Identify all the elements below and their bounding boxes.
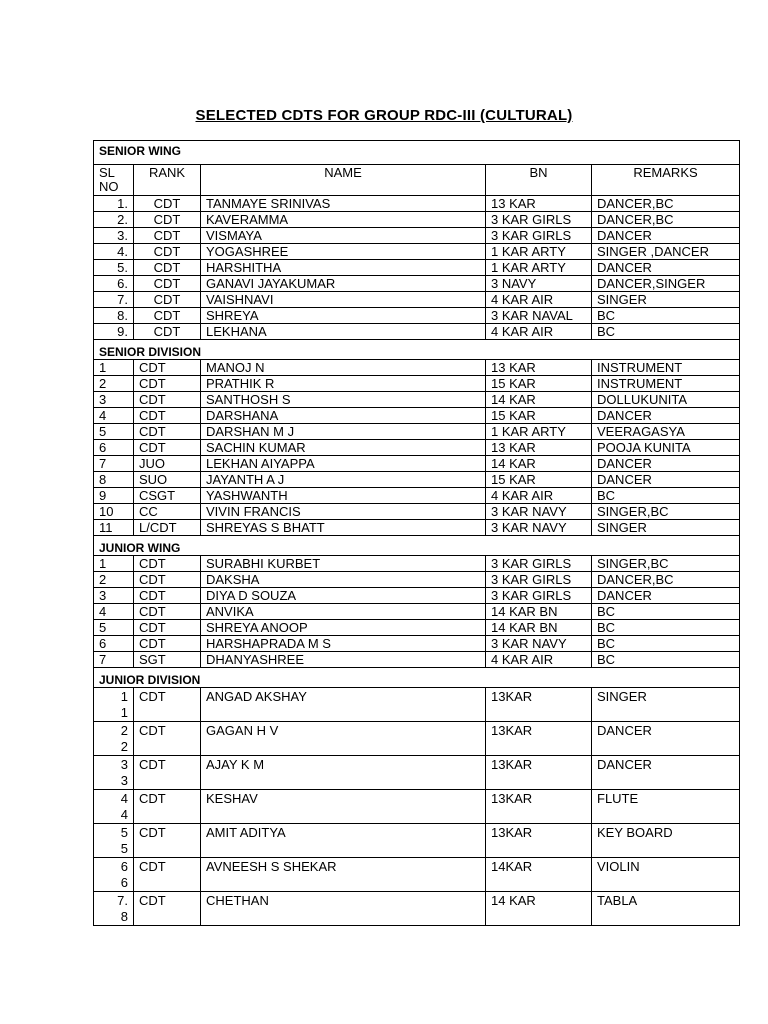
name-cell: VAISHNAVI <box>201 292 486 308</box>
bn-cell: 14 KAR <box>486 456 592 472</box>
remarks-cell: BC <box>592 636 740 652</box>
rank-cell: CSGT <box>134 488 201 504</box>
bn-cell: 13 KAR <box>486 440 592 456</box>
remarks-cell: DANCER <box>592 456 740 472</box>
remarks-cell: DANCER <box>592 472 740 488</box>
bn-cell: 15 KAR <box>486 408 592 424</box>
remarks-cell: INSTRUMENT <box>592 376 740 392</box>
remarks-cell: SINGER <box>592 292 740 308</box>
bn-cell: 1 KAR ARTY <box>486 244 592 260</box>
rank-cell: SGT <box>134 652 201 668</box>
table-row <box>94 556 740 572</box>
rank-cell: JUO <box>134 456 201 472</box>
remarks-cell: TABLA <box>592 892 740 926</box>
name-cell: MANOJ N <box>201 360 486 376</box>
sl-line2: 2 <box>120 739 128 754</box>
table-row <box>94 620 740 636</box>
header-rank: RANK <box>134 165 201 196</box>
sl-cell: 1. <box>94 196 134 212</box>
name-cell: SHREYA <box>201 308 486 324</box>
sl-cell: 7 <box>94 652 134 668</box>
section-label: JUNIOR DIVISION <box>94 668 740 688</box>
rank-cell: CC <box>134 504 201 520</box>
rank-cell: CDT <box>134 360 201 376</box>
sl-cell <box>94 790 134 824</box>
sl-line2: 3 <box>120 773 128 788</box>
remarks-cell: VEERAGASYA <box>592 424 740 440</box>
remarks-cell: DANCER,SINGER <box>592 276 740 292</box>
remarks-cell: SINGER ,DANCER <box>592 244 740 260</box>
sl-cell: 3 <box>94 392 134 408</box>
table-row <box>94 408 740 424</box>
sl-line1: 6 <box>120 859 128 874</box>
remarks-cell: BC <box>592 620 740 636</box>
sl-cell: 2 <box>94 572 134 588</box>
sl-cell: 4 <box>94 408 134 424</box>
sl-cell <box>94 824 134 858</box>
name-cell: PRATHIK R <box>201 376 486 392</box>
sl-cell: 7 <box>94 456 134 472</box>
rank-cell: SUO <box>134 472 201 488</box>
sl-cell: 3. <box>94 228 134 244</box>
sl-line1: 2 <box>120 723 128 738</box>
table-row <box>94 440 740 456</box>
bn-cell: 14 KAR BN <box>486 604 592 620</box>
rank-cell: CDT <box>134 824 201 858</box>
table-row <box>94 520 740 536</box>
table-row <box>94 488 740 504</box>
remarks-cell: VIOLIN <box>592 858 740 892</box>
bn-cell: 3 NAVY <box>486 276 592 292</box>
table-row <box>94 892 740 926</box>
table-row <box>94 244 740 260</box>
bn-cell: 1 KAR ARTY <box>486 260 592 276</box>
rank-cell: CDT <box>134 228 201 244</box>
rank-cell: CDT <box>134 276 201 292</box>
remarks-cell: DANCER <box>592 228 740 244</box>
remarks-cell: KEY BOARD <box>592 824 740 858</box>
name-cell: HARSHITHA <box>201 260 486 276</box>
remarks-cell: DANCER <box>592 756 740 790</box>
remarks-cell: BC <box>592 652 740 668</box>
sl-cell: 4 <box>94 604 134 620</box>
sl-cell: 10 <box>94 504 134 520</box>
sl-cell <box>94 722 134 756</box>
sl-line2: 1 <box>120 705 128 720</box>
bn-cell: 13KAR <box>486 824 592 858</box>
remarks-cell: DANCER <box>592 260 740 276</box>
remarks-cell: SINGER <box>592 520 740 536</box>
bn-cell: 13 KAR <box>486 360 592 376</box>
name-cell: GAGAN H V <box>201 722 486 756</box>
column-header-row <box>94 165 740 196</box>
name-cell: DARSHAN M J <box>201 424 486 440</box>
bn-cell: 3 KAR NAVY <box>486 520 592 536</box>
name-cell: AVNEESH S SHEKAR <box>201 858 486 892</box>
section-label: SENIOR DIVISION <box>94 340 740 360</box>
table-row <box>94 472 740 488</box>
table-row <box>94 424 740 440</box>
remarks-cell: POOJA KUNITA <box>592 440 740 456</box>
table-row <box>94 212 740 228</box>
rank-cell: CDT <box>134 572 201 588</box>
rank-cell: CDT <box>134 604 201 620</box>
bn-cell: 3 KAR NAVAL <box>486 308 592 324</box>
name-cell: VIVIN FRANCIS <box>201 504 486 520</box>
sl-cell <box>94 688 134 722</box>
sl-cell: 3 <box>94 588 134 604</box>
remarks-cell: INSTRUMENT <box>592 360 740 376</box>
header-remarks: REMARKS <box>592 165 740 196</box>
name-cell: YASHWANTH <box>201 488 486 504</box>
rank-cell: CDT <box>134 212 201 228</box>
table-row <box>94 276 740 292</box>
section-header-row <box>94 536 740 556</box>
sl-cell <box>94 892 134 926</box>
rank-cell: CDT <box>134 244 201 260</box>
remarks-cell: DANCER,BC <box>592 212 740 228</box>
table-row <box>94 376 740 392</box>
name-cell: KESHAV <box>201 790 486 824</box>
sl-line1: 5 <box>120 825 128 840</box>
bn-cell: 3 KAR GIRLS <box>486 572 592 588</box>
header-bn: BN <box>486 165 592 196</box>
remarks-cell: DANCER <box>592 722 740 756</box>
remarks-cell: FLUTE <box>592 790 740 824</box>
sl-cell: 5 <box>94 424 134 440</box>
sl-cell: 6. <box>94 276 134 292</box>
table-row <box>94 824 740 858</box>
sl-cell: 2. <box>94 212 134 228</box>
rank-cell: L/CDT <box>134 520 201 536</box>
name-cell: LEKHANA <box>201 324 486 340</box>
sl-cell: 9 <box>94 488 134 504</box>
name-cell: DHANYASHREE <box>201 652 486 668</box>
rank-cell: CDT <box>134 260 201 276</box>
sl-line1: 7. <box>117 893 128 908</box>
name-cell: JAYANTH A J <box>201 472 486 488</box>
table-row <box>94 392 740 408</box>
sl-line2: 8 <box>120 909 128 924</box>
bn-cell: 13KAR <box>486 722 592 756</box>
name-cell: SACHIN KUMAR <box>201 440 486 456</box>
name-cell: ANGAD AKSHAY <box>201 688 486 722</box>
header-name: NAME <box>201 165 486 196</box>
sl-cell: 7. <box>94 292 134 308</box>
name-cell: DARSHANA <box>201 408 486 424</box>
section-header-row <box>94 141 740 165</box>
sl-cell: 1 <box>94 556 134 572</box>
header-sl <box>94 165 134 196</box>
remarks-cell: SINGER,BC <box>592 504 740 520</box>
cadets-table <box>93 140 740 926</box>
name-cell: ANVIKA <box>201 604 486 620</box>
table-row <box>94 588 740 604</box>
table-row <box>94 228 740 244</box>
name-cell: SANTHOSH S <box>201 392 486 408</box>
bn-cell: 1 KAR ARTY <box>486 424 592 440</box>
remarks-cell: BC <box>592 324 740 340</box>
name-cell: DIYA D SOUZA <box>201 588 486 604</box>
bn-cell: 13KAR <box>486 790 592 824</box>
rank-cell: CDT <box>134 196 201 212</box>
name-cell: KAVERAMMA <box>201 212 486 228</box>
sl-cell: 11 <box>94 520 134 536</box>
table-row <box>94 604 740 620</box>
rank-cell: CDT <box>134 790 201 824</box>
rank-cell: CDT <box>134 556 201 572</box>
rank-cell: CDT <box>134 858 201 892</box>
sl-line1: 1 <box>120 689 128 704</box>
name-cell: AJAY K M <box>201 756 486 790</box>
sl-cell: 5. <box>94 260 134 276</box>
bn-cell: 13KAR <box>486 756 592 790</box>
sl-cell: 4. <box>94 244 134 260</box>
table-row <box>94 308 740 324</box>
remarks-cell: DANCER,BC <box>592 572 740 588</box>
remarks-cell: SINGER <box>592 688 740 722</box>
sl-cell <box>94 756 134 790</box>
bn-cell: 4 KAR AIR <box>486 292 592 308</box>
bn-cell: 13 KAR <box>486 196 592 212</box>
section-label: JUNIOR WING <box>94 536 740 556</box>
rank-cell: CDT <box>134 588 201 604</box>
table-row <box>94 790 740 824</box>
table-row <box>94 360 740 376</box>
rank-cell: CDT <box>134 308 201 324</box>
rank-cell: CDT <box>134 620 201 636</box>
sl-line2: 4 <box>120 807 128 822</box>
sl-cell: 1 <box>94 360 134 376</box>
sl-cell <box>94 858 134 892</box>
name-cell: SHREYA ANOOP <box>201 620 486 636</box>
sl-cell: 6 <box>94 440 134 456</box>
section-label: SENIOR WING <box>94 141 740 165</box>
remarks-cell: DANCER,BC <box>592 196 740 212</box>
section-header-row <box>94 340 740 360</box>
bn-cell: 13KAR <box>486 688 592 722</box>
remarks-cell: BC <box>592 308 740 324</box>
sl-cell: 9. <box>94 324 134 340</box>
sl-cell: 8 <box>94 472 134 488</box>
rank-cell: CDT <box>134 636 201 652</box>
table-row <box>94 292 740 308</box>
table-row <box>94 324 740 340</box>
table-row <box>94 636 740 652</box>
bn-cell: 15 KAR <box>486 472 592 488</box>
rank-cell: CDT <box>134 292 201 308</box>
remarks-cell: DANCER <box>592 408 740 424</box>
sl-line2: 6 <box>120 875 128 890</box>
bn-cell: 4 KAR AIR <box>486 324 592 340</box>
rank-cell: CDT <box>134 756 201 790</box>
rank-cell: CDT <box>134 688 201 722</box>
rank-cell: CDT <box>134 392 201 408</box>
name-cell: HARSHAPRADA M S <box>201 636 486 652</box>
sl-cell: 2 <box>94 376 134 392</box>
sl-line1: 3 <box>120 757 128 772</box>
sl-line1: 4 <box>120 791 128 806</box>
header-sl-line2: NO <box>99 179 119 194</box>
name-cell: DAKSHA <box>201 572 486 588</box>
bn-cell: 14KAR <box>486 858 592 892</box>
name-cell: GANAVI JAYAKUMAR <box>201 276 486 292</box>
bn-cell: 14 KAR <box>486 392 592 408</box>
bn-cell: 3 KAR NAVY <box>486 504 592 520</box>
rank-cell: CDT <box>134 892 201 926</box>
header-sl-line1: SL <box>99 165 115 180</box>
cadets-table-body <box>94 141 740 926</box>
name-cell: YOGASHREE <box>201 244 486 260</box>
bn-cell: 3 KAR GIRLS <box>486 588 592 604</box>
bn-cell: 3 KAR GIRLS <box>486 212 592 228</box>
name-cell: CHETHAN <box>201 892 486 926</box>
rank-cell: CDT <box>134 408 201 424</box>
remarks-cell: DANCER <box>592 588 740 604</box>
table-row <box>94 572 740 588</box>
bn-cell: 14 KAR BN <box>486 620 592 636</box>
name-cell: TANMAYE SRINIVAS <box>201 196 486 212</box>
rank-cell: CDT <box>134 440 201 456</box>
bn-cell: 3 KAR GIRLS <box>486 228 592 244</box>
name-cell: SURABHI KURBET <box>201 556 486 572</box>
bn-cell: 15 KAR <box>486 376 592 392</box>
bn-cell: 14 KAR <box>486 892 592 926</box>
rank-cell: CDT <box>134 324 201 340</box>
remarks-cell: BC <box>592 488 740 504</box>
table-row <box>94 196 740 212</box>
table-row <box>94 260 740 276</box>
rank-cell: CDT <box>134 722 201 756</box>
bn-cell: 3 KAR NAVY <box>486 636 592 652</box>
section-header-row <box>94 668 740 688</box>
sl-line2: 5 <box>120 841 128 856</box>
bn-cell: 4 KAR AIR <box>486 488 592 504</box>
table-row <box>94 858 740 892</box>
table-row <box>94 456 740 472</box>
table-row <box>94 688 740 722</box>
sl-cell: 8. <box>94 308 134 324</box>
remarks-cell: BC <box>592 604 740 620</box>
table-row <box>94 756 740 790</box>
table-row <box>94 722 740 756</box>
bn-cell: 3 KAR GIRLS <box>486 556 592 572</box>
rank-cell: CDT <box>134 424 201 440</box>
name-cell: VISMAYA <box>201 228 486 244</box>
name-cell: AMIT ADITYA <box>201 824 486 858</box>
bn-cell: 4 KAR AIR <box>486 652 592 668</box>
document-title: SELECTED CDTS FOR GROUP RDC-III (CULTURAL) <box>195 107 573 124</box>
sl-cell: 5 <box>94 620 134 636</box>
sl-cell: 6 <box>94 636 134 652</box>
remarks-cell: SINGER,BC <box>592 556 740 572</box>
rank-cell: CDT <box>134 376 201 392</box>
table-row <box>94 652 740 668</box>
table-row <box>94 504 740 520</box>
name-cell: LEKHAN AIYAPPA <box>201 456 486 472</box>
remarks-cell: DOLLUKUNITA <box>592 392 740 408</box>
name-cell: SHREYAS S BHATT <box>201 520 486 536</box>
